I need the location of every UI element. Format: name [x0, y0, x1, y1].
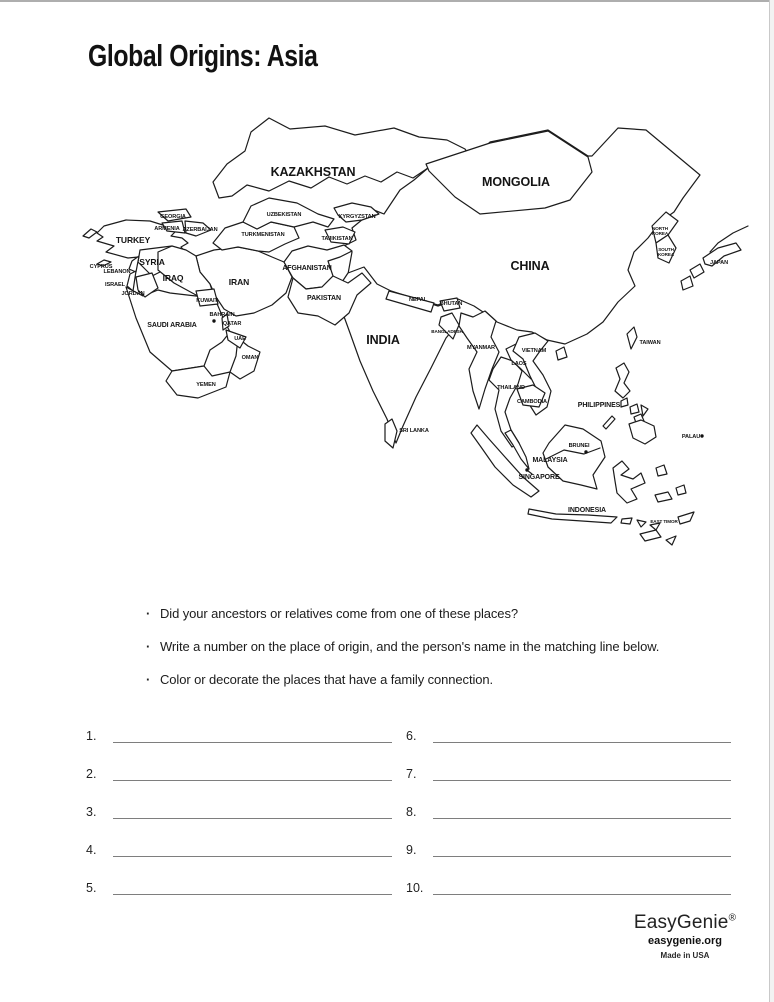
map-label-taiwan: TAIWAN: [639, 340, 661, 346]
map-label-japan: JAPAN: [709, 260, 729, 266]
answer-line-number: 3.: [86, 805, 97, 819]
answer-line-blank: [113, 880, 392, 895]
answer-line-blank: [433, 804, 731, 819]
map-label-laos: LAOS: [511, 361, 527, 367]
map-label-mongolia: MONGOLIA: [482, 175, 550, 189]
outline-myanmar: [459, 311, 499, 409]
outline-philippines-island-1: [621, 398, 628, 407]
outline-east-timor: [678, 512, 694, 524]
outline-philippines-luzon: [615, 363, 630, 398]
map-label-qatar: QATAR: [222, 321, 242, 327]
outline-lebanon: [129, 256, 139, 272]
instruction-item: [146, 639, 659, 672]
map-label-malaysia: MALAYSIA: [532, 457, 568, 464]
outline-philippines-island-3: [641, 405, 648, 416]
page-title: Global Origins: Asia: [88, 38, 318, 73]
brunei-marker: [584, 450, 587, 453]
instruction-item: [146, 672, 659, 705]
asia-map-outlines: [83, 118, 748, 545]
answer-line-row: [86, 819, 392, 857]
brand-website: easygenie.org: [648, 935, 722, 947]
answer-line-number: 6.: [406, 729, 417, 743]
brand-footer: [612, 912, 758, 960]
outline-philippines-island-2: [630, 404, 639, 414]
page-edge-right: [769, 0, 774, 1002]
answer-line-row: [406, 781, 731, 819]
outline-lesser-sunda-2: [666, 536, 676, 545]
map-label-china: CHINA: [510, 259, 550, 273]
page-edge-top: [0, 0, 774, 2]
map-label-lebanon: LEBANON: [103, 269, 131, 275]
outline-taiwan: [627, 327, 637, 349]
answer-line-blank: [433, 728, 731, 743]
instructions: [146, 606, 659, 705]
map-label-tajikistan: TAJIKISTAN: [321, 236, 353, 242]
outline-sulawesi: [613, 461, 645, 503]
bullet-dot: ·: [146, 639, 151, 654]
map-label-palau: PALAU: [681, 434, 701, 440]
map-label-vietnam: VIETNAM: [521, 348, 547, 354]
answer-line-row: [86, 743, 392, 781]
answer-line-blank: [433, 842, 731, 857]
instruction-item: [146, 606, 659, 639]
outline-maluku-3: [676, 485, 686, 495]
brand-name: [612, 912, 758, 934]
answer-line-row: [406, 857, 731, 895]
made-in-label: Made in USA: [660, 951, 710, 960]
map-label-armenia: ARMENIA: [154, 226, 180, 232]
outline-japan-shikoku: [681, 276, 693, 290]
map-label-brunei: BRUNEI: [568, 443, 590, 449]
registered-mark: ®: [728, 912, 737, 924]
outline-bali-islands: [621, 518, 632, 524]
bullet-dot: ·: [146, 606, 151, 621]
answer-line-number: 9.: [406, 843, 417, 857]
map-label-iran: IRAN: [228, 277, 250, 287]
answer-line-blank: [113, 766, 392, 781]
map-label-kyrgyzstan: KYRGYZSTAN: [338, 214, 376, 220]
answer-line-row: [406, 819, 731, 857]
map-label-cyprus: CYPRUS: [89, 264, 113, 270]
answer-line-row: [86, 781, 392, 819]
map-label-india: INDIA: [366, 333, 400, 347]
answer-line-blank: [433, 766, 731, 781]
map-label-afghanistan: AFGHANISTAN: [282, 265, 332, 272]
map-label-syria: SYRIA: [139, 257, 165, 267]
outline-lesser-sunda-1: [640, 530, 661, 541]
answer-line-number: 2.: [86, 767, 97, 781]
answer-line-blank: [113, 842, 392, 857]
brand-text: EasyGenie: [633, 912, 729, 933]
answer-line-row: [406, 743, 731, 781]
map-label-east-timor: EAST TIMOR: [650, 519, 678, 524]
answer-line-blank: [113, 728, 392, 743]
map-label-north-korea: NORTH KOREA: [651, 226, 669, 236]
outline-maluku-1: [656, 465, 667, 476]
palau-marker: [700, 434, 703, 437]
map-label-turkey: TURKEY: [115, 235, 151, 245]
instruction-text: Did your ancestors or relatives come from one of these places?: [160, 606, 518, 621]
outline-philippines-palawan: [603, 416, 615, 429]
instruction-text: Write a number on the place of origin, and the person's name in the matching line below.: [160, 639, 660, 654]
outline-lombok-islands: [637, 520, 646, 527]
singapore-marker: [525, 468, 528, 471]
map-label-myanmar: MYANMAR: [467, 345, 495, 351]
map-label-georgia: GEORGIA: [160, 214, 186, 220]
answer-line-row: [86, 705, 392, 743]
answer-line-number: 10.: [406, 881, 424, 895]
outline-hainan: [556, 347, 567, 360]
answer-line-number: 5.: [86, 881, 97, 895]
outline-japan-kyushu: [690, 264, 704, 278]
map-label-cambodia: CAMBODIA: [517, 399, 547, 405]
map-label-bhutan: BHUTAN: [439, 301, 463, 307]
outline-flores-islands: [650, 523, 660, 530]
map-label-yemen: YEMEN: [196, 382, 216, 388]
map-label-philippines: PHILIPPINES: [577, 402, 621, 409]
map-label-oman: OMAN: [241, 355, 259, 361]
map-label-iraq: IRAQ: [162, 273, 184, 283]
map-label-indonesia: INDONESIA: [568, 507, 606, 514]
map-label-azerbaijan: AZERBAIJAN: [182, 227, 218, 233]
outline-greece-edge: [83, 229, 97, 238]
map-label-south-korea: SOUTH KOREA: [657, 247, 675, 257]
map-label-kuwait: KUWAIT: [196, 298, 218, 304]
answer-line-number: 4.: [86, 843, 97, 857]
answer-line-blank: [113, 804, 392, 819]
map-label-uzbekistan: UZBEKISTAN: [266, 212, 302, 218]
instruction-text: Color or decorate the places that have a family connection.: [160, 672, 494, 687]
answer-lines-left-column: [86, 705, 392, 895]
answer-line-row: [86, 857, 392, 895]
map-label-israel: ISRAEL: [105, 282, 125, 288]
answer-line-number: 1.: [86, 729, 97, 743]
answer-line-number: 8.: [406, 805, 417, 819]
outline-philippines-mindanao: [629, 420, 656, 444]
map-label-thailand: THAILAND: [497, 385, 525, 391]
map-label-singapore: SINGAPORE: [518, 474, 560, 481]
answer-line-blank: [433, 880, 731, 895]
map-label-kazakhstan: KAZAKHSTAN: [270, 165, 356, 179]
map-label-bahrain: BAHRAIN: [209, 312, 235, 318]
map-label-nepal: NEPAL: [408, 297, 428, 303]
map-label-jordan: JORDAN: [121, 291, 145, 297]
map-label-bangladesh: BANGLADESH: [431, 329, 463, 334]
map-label-pakistan: PAKISTAN: [307, 295, 341, 302]
asia-map: [70, 98, 760, 568]
map-label-sri-lanka: SRI LANKA: [399, 428, 429, 434]
answer-line-number: 7.: [406, 767, 417, 781]
map-label-saudi-arabia: SAUDI ARABIA: [147, 322, 197, 329]
answer-line-row: [406, 705, 731, 743]
answer-lines-right-column: [406, 705, 731, 895]
map-label-turkmenistan: TURKMENISTAN: [241, 232, 285, 238]
bahrain-marker: [212, 319, 215, 322]
bullet-dot: ·: [146, 672, 151, 687]
map-label-uae: UAE: [234, 336, 246, 342]
outline-maluku-2: [655, 492, 672, 502]
